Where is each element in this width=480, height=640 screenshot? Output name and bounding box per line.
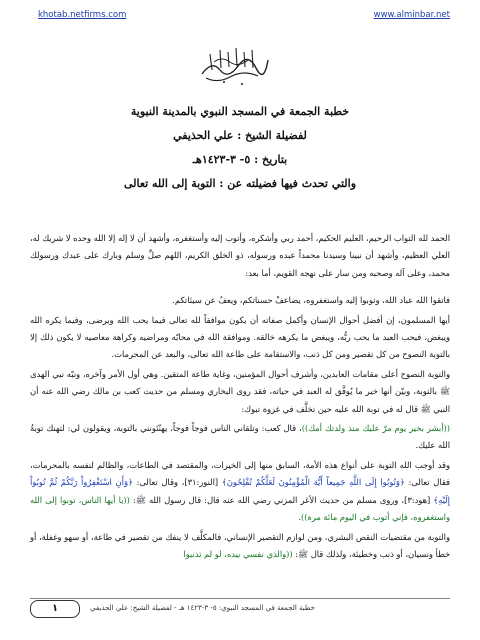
basmala-calligraphy-icon <box>198 40 270 90</box>
sermon-body <box>30 230 450 565</box>
sermon-title: خطبة الجمعة في المسجد النبوي بالمدينة النبوية <box>130 105 350 118</box>
quran-verse-nur: ﴿وَتُوبُوا إِلَى اللَّهِ جَمِيعاً أَيُّهَ الْمُؤْمِنُونَ لَعَلَّكُمْ تُفْلِحُونَ﴾ <box>221 477 405 488</box>
text-obligation-c: [هود:٣]، وروى مسلم من حديث الأغر المزني رضي الله عنه قال: قال رسول الله ﷺ: <box>133 494 431 505</box>
hadith-kaab: ((أبشر بخير يوم مرّ عليك منذ ولدتك أمك)) <box>301 423 451 434</box>
sermon-date: بتاريخ : ٥- ٣-١٤٢٣هـ <box>192 153 288 166</box>
page-number: ١ <box>30 600 80 618</box>
sermon-topic: والتي تحدث فيها فضيلته عن : التوبة إلى الله تعالى <box>123 177 357 190</box>
paragraph-obligation <box>30 457 450 527</box>
paragraph-taqwa: فاتقوا الله عباد الله، وتوبوا إليه واستغفروه، يضاعفْ حسناتكم، ويعفُ عن سيئاتكم. <box>172 295 450 306</box>
text-deficiency: والتوبة من مقتضيات النقص البشري، ومن لوازم التقصير الإنساني، فالمكلَّف لا ينفك من تقصير في طاعة، أو سهو وغفلة، أو خطأ ونسيان، أو ذنب وخطيئة، ولذلك قال ﷺ: <box>30 531 450 559</box>
basmala-calligraphy <box>198 40 270 90</box>
text-obligation-d: . <box>298 512 301 523</box>
paragraph-human-deficiency <box>30 529 450 564</box>
text-obligation-b: [النور:٣١]، وقال تعالى: <box>136 477 219 488</box>
hadith-agharr: ((يا أيها الناس، توبوا إلى الله واستغفروه، فإني أتوب في اليوم مائة مرة)) <box>30 494 450 523</box>
sermon-title-block <box>40 100 440 196</box>
footer-caption: خطبة الجمعة في المسجد النبوي: ٥- ٣-١٤٢٣ هـ - لفضيلة الشيخ: علي الحذيفي <box>90 604 315 612</box>
site-link-alminbar[interactable]: www.alminbar.net <box>373 10 450 20</box>
page-footer <box>30 598 450 620</box>
text-kaab: ، قال كعب: وتلقاني الناس فوجاً فوجاً، يهنّئونني بالتوبة، ويقولون لي: لتهنك توبةُ الله عليك. <box>30 423 450 451</box>
footer-divider <box>30 598 450 599</box>
quran-verse-hud: ﴿وَأَنِ اسْتَغْفِرُواْ رَبَّكُمْ ثُمَّ تُوبُواْ إِلَيْهِ﴾ <box>30 477 450 505</box>
sheikh-name: لفضيلة الشيخ : علي الحذيفي <box>173 129 307 142</box>
text-obligation-a: وقد أوجب الله التوبة على أنواع هذه الأمة، السابق منها إلى الخيرات، والمقتصد في الطاعات، والظالم لنفسه بالمحرمات، فقال تعالى: <box>30 459 451 488</box>
site-link-khotab[interactable]: khotab.netfirms.com <box>38 10 127 20</box>
paragraph-tawba: والتوبة النصوح أعلى مقامات العابدين، وأشرف أحوال المؤمنين، وغاية طاعة المتقين. وهي أول الأمر وآخره، ونبّه نبي الهدى ﷺ بالتوبة، وبيّن أنها خير ما يُوفَّق له العبد في حياته، فقد روى البخاري ومسلم من حديث كعب بن مالك رضي الله عنه أن النبي ﷺ قال له في توبة الله عليه حين تخلَّف في غزوة تبوك: <box>30 368 451 414</box>
paragraph-kaab <box>30 420 450 455</box>
paragraph-opening: الحمد لله التواب الرحيم، العليم الحكيم، أحمد ربي وأشكره، وأتوب إليه وأستغفره، وأشهد أن لا إله إلا الله وحده لا شريك له، العلي العظيم، وأشهد أن نبينا وسيدنا محمداً عبده ورسوله، ذو الخلق الكريم، اللهم صلِّ وسلم وبارك على عبدك ورسولك محمد، وعلى آله وصحبه ومن سار على نهجه القويم، أما بعد: <box>30 233 450 278</box>
paragraph-muslims: أيها المسلمون، إن أفضل أحوال الإنسان وأكمل صفاته أن يكون موافقاً لله تعالى فيما يحب الله ويرضى، وفيما يكره الله ويبغض، فيحب العبد ما يحب ربُّه، ويبغض ما يكرهه خالقه. وموافقة الله في محابّه ومراضيه وكراهة معاصيه لا يكون ذلك إلا بالتوبة النصوح من كل تقصير ومن كل ذنب، والاستقامة على طاعة الله تعالى، والبعد عن المحرمات. <box>30 314 450 360</box>
hadith-deficiency: ((والذي نفسي بيده، لو لم تذنبوا <box>183 548 293 559</box>
